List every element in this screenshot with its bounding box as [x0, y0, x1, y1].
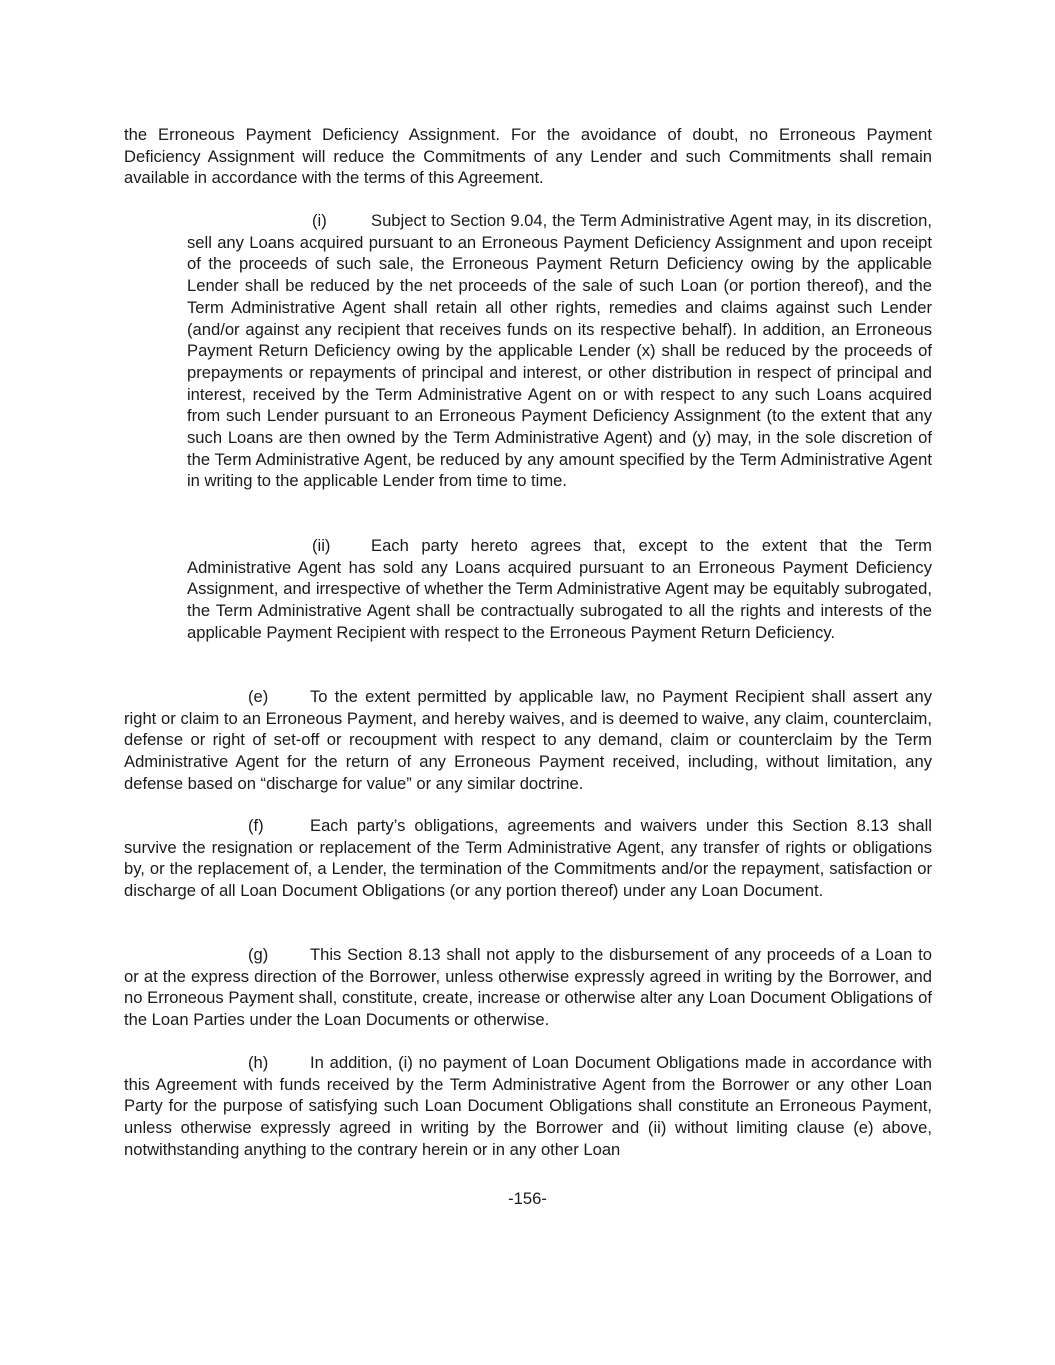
paragraph-clause-h [124, 1052, 932, 1161]
clause-label: (e) [248, 687, 269, 706]
paragraph-text: Each party’s obligations, agreements and waivers under this Section 8.13 shall survive the resignation or replacement of the Term Administrative Agent, any transfer of rights or obligations by, or the replacement of, a Lender, the termination of the Commitments and/or the repayment, satisfaction or discharge of all Loan Document Obligations (or any portion thereof) under any Loan Document. [124, 816, 932, 901]
paragraph-text: Subject to Section 9.04, the Term Administrative Agent may, in its discretion, sell any Loans acquired pursuant to an Erroneous Payment Deficiency Assignment and upon receipt of the proceeds of such sale, the Erroneous Payment Return Deficiency owing by the applicable Lender shall be reduced by the net proceeds of the sale of such Loan (or portion thereof), and the Term Administrative Agent shall retain all other rights, remedies and claims against such Lender (and/or against any recipient that receives funds on its respective behalf). In addition, an Erroneous Payment Return Deficiency owing by the applicable Lender (x) shall be reduced by the proceeds of prepayments or repayments of principal and interest, or other distribution in respect of principal and interest, received by the Term Administrative Agent on or with respect to any such Loans acquired from such Lender pursuant to an Erroneous Payment Deficiency Assignment (to the extent that any such Loans are then owned by the Term Administrative Agent) and (y) may, in the sole discretion of the Term Administrative Agent, be reduced by any amount specified by the Term Administrative Agent in writing to the applicable Lender from time to time. [187, 211, 932, 491]
clause-label: (f) [248, 816, 264, 835]
paragraph-text: This Section 8.13 shall not apply to the disbursement of any proceeds of a Loan to or at the express direction of the Borrower, unless otherwise expressly agreed in writing by the Borrower, and no Erroneous Payment shall, constitute, create, increase or otherwise alter any Loan Document Obligations of the Loan Parties under the Loan Documents or otherwise. [124, 945, 932, 1030]
paragraph-continuation [124, 124, 932, 189]
paragraph-clause-e [124, 686, 932, 795]
clause-label: (ii) [312, 536, 331, 555]
paragraph-text: In addition, (i) no payment of Loan Document Obligations made in accordance with this Agreement with funds received by the Term Administrative Agent from the Borrower or any other Loan Party for the purpose of satisfying such Loan Document Obligations shall constitute an Erroneous Payment, unless otherwise expressly agreed in writing by the Borrower and (ii) without limiting clause (e) above, notwithstanding anything to the contrary herein or in any other Loan [124, 1053, 932, 1159]
paragraph-text: Each party hereto agrees that, except to the extent that the Term Administrative Agent has sold any Loans acquired pursuant to an Erroneous Payment Deficiency Assignment, and irrespective of whether the Term Administrative Agent may be equitably subrogated, the Term Administrative Agent shall be contractually subrogated to all the rights and interests of the applicable Payment Recipient with respect to the Erroneous Payment Return Deficiency. [187, 536, 932, 642]
paragraph-text: To the extent permitted by applicable law, no Payment Recipient shall assert any right or claim to an Erroneous Payment, and hereby waives, and is deemed to waive, any claim, counterclaim, defense or right of set-off or recoupment with respect to any demand, claim or counterclaim by the Term Administrative Agent for the return of any Erroneous Payment received, including, without limitation, any defense based on “discharge for value” or any similar doctrine. [124, 687, 932, 793]
paragraph-text: the Erroneous Payment Deficiency Assignment. For the avoidance of doubt, no Erroneous Payment Deficiency Assignment will reduce the Commitments of any Lender and such Commitments shall remain available in accordance with the terms of this Agreement. [124, 125, 932, 188]
paragraph-subclause-i [187, 210, 932, 492]
paragraph-clause-g [124, 944, 932, 1031]
clause-label: (g) [248, 945, 269, 964]
paragraph-subclause-ii [187, 535, 932, 644]
paragraph-clause-f [124, 815, 932, 902]
page-number: -156- [508, 1189, 547, 1208]
clause-label: (i) [312, 211, 327, 230]
clause-label: (h) [248, 1053, 269, 1072]
